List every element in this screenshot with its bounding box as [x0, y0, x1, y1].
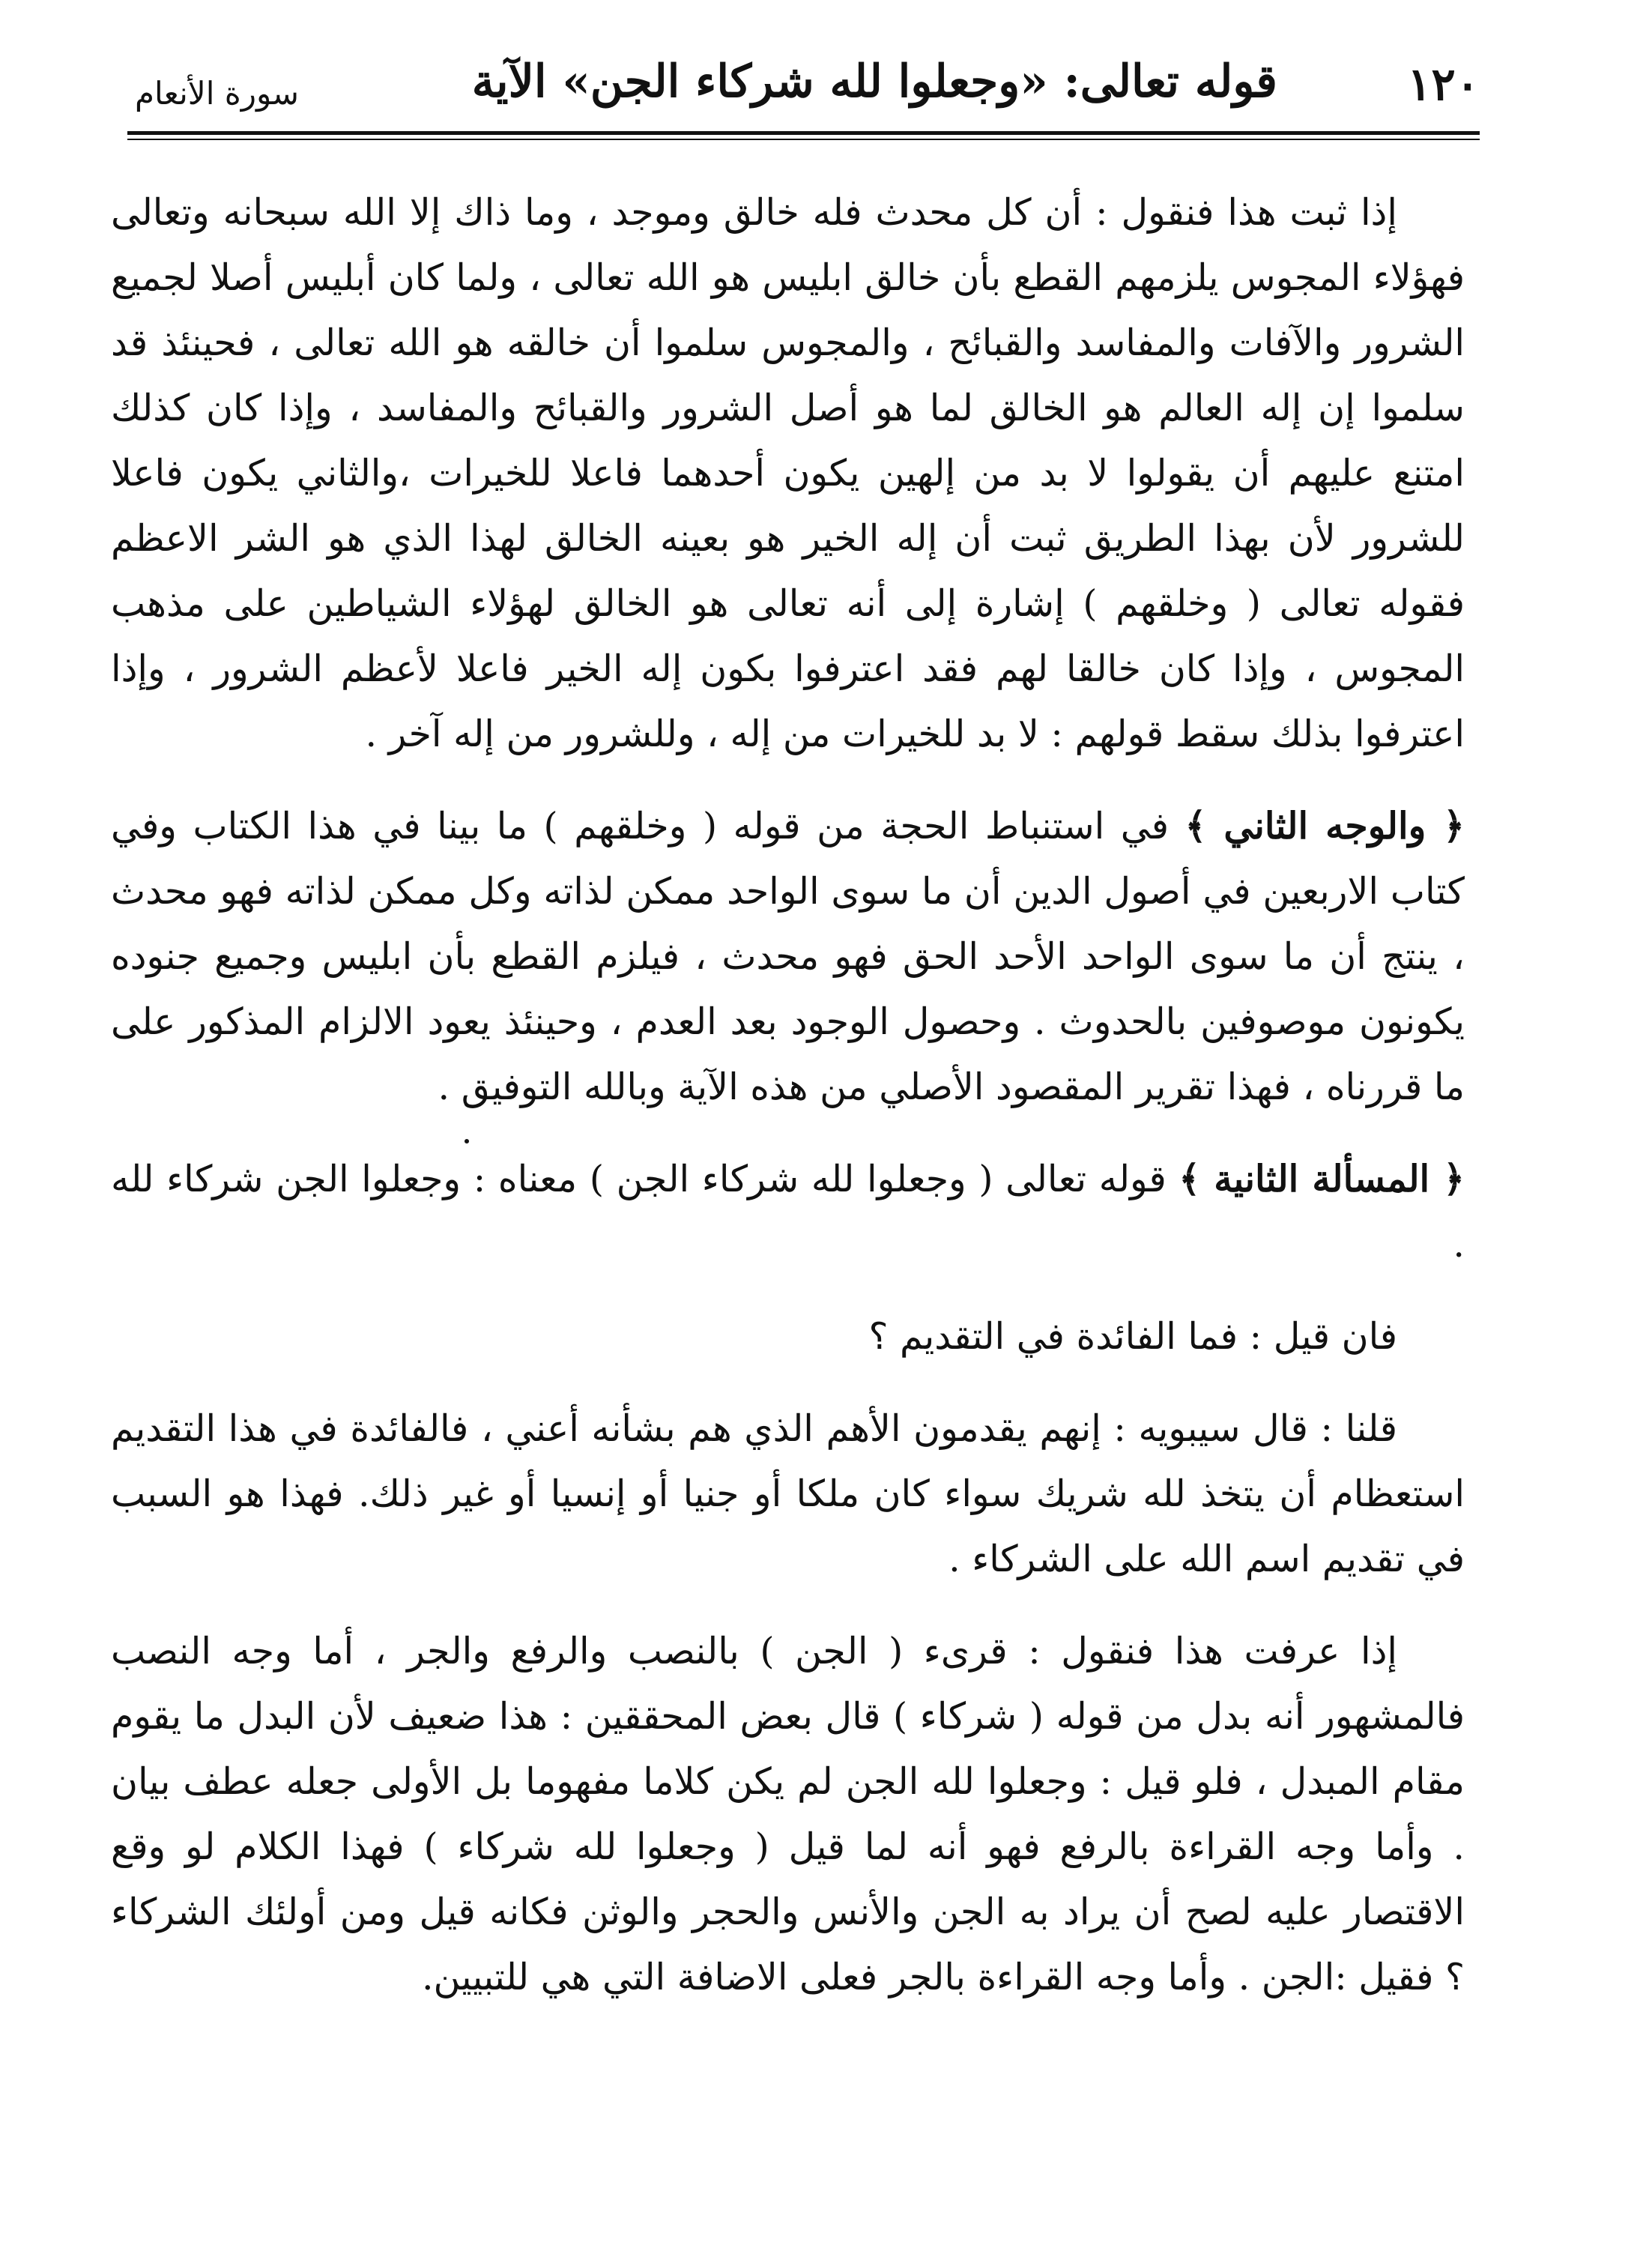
- header-surah-name: سورة الأنعام: [135, 75, 299, 112]
- header-rule-thin: [127, 139, 1480, 140]
- paragraph-5-text: قلنا : قال سيبويه : إنهم يقدمون الأهم الذي هم بشأنه أعني ، فالفائدة في هذا التقديم استعظام أن يتخذ لله شريك سواء كان ملكا أو جنيا أو إنسيا أو غير ذلك. فهذا هو السبب في تقديم اسم الله على الشركاء .: [111, 1407, 1465, 1580]
- paragraph-2-heading: ﴿ والوجه الثاني ﴾: [1184, 804, 1465, 847]
- paragraph-4: [111, 1304, 1465, 1369]
- paragraph-3-text: قوله تعالى ( وجعلوا لله شركاء الجن ) معناه : وجعلوا الجن شركاء لله .: [111, 1158, 1465, 1266]
- paragraph-6-text: إذا عرفت هذا فنقول : قرىء ( الجن ) بالنصب والرفع والجر ، أما وجه النصب فالمشهور أنه بدل من قوله ( شركاء ) قال بعض المحققين : هذا ضعيف لأن البدل ما يقوم مقام المبدل ، فلو قيل : وجعلوا لله الجن لم يكن كلاما مفهوما بل الأولى جعله عطف بيان . وأما وجه القراءة بالرفع فهو أنه لما قيل ( وجعلوا لله شركاء ) فهذا الكلام لو وقع الاقتصار عليه لصح أن يراد به الجن والأنس والحجر والوثن فكانه قيل ومن أولئك الشركاء ؟ فقيل :الجن . وأما وجه القراءة بالجر فعلى الاضافة التي هي للتبيين.: [111, 1630, 1465, 1998]
- paragraph-2-text: في استنباط الحجة من قوله ( وخلقهم ) ما بينا في هذا الكتاب وفي كتاب الاربعين في أصول الدين أن ما سوى الواحد ممكن لذاته وكل ممكن لذاته فهو محدث ، ينتج أن ما سوى الواحد الأحد الحق فهو محدث ، فيلزم القطع بأن ابليس وجميع جنوده يكونون موصوفين بالحدوث . وحصول الوجود بعد العدم ، وحينئذ يعود الالزام المذكور على ما قررناه ، فهذا تقرير المقصود الأصلي من هذه الآية وبالله التوفيق .: [111, 805, 1465, 1108]
- page-body: [111, 180, 1465, 2037]
- paragraph-3: [111, 1146, 1465, 1277]
- paragraph-2: [111, 794, 1465, 1120]
- paragraph-4-text: فان قيل : فما الفائدة في التقديم ؟: [868, 1315, 1397, 1358]
- paragraph-5: [111, 1396, 1465, 1592]
- print-speck: [465, 1139, 469, 1143]
- running-header: [127, 45, 1480, 127]
- page-number: ١٢٠: [1407, 58, 1480, 111]
- paragraph-6: [111, 1619, 1465, 2010]
- paragraph-1-text: إذا ثبت هذا فنقول : أن كل محدث فله خالق وموجد ، وما ذاك إلا الله سبحانه وتعالى فهؤلاء المجوس يلزمهم القطع بأن خالق ابليس هو الله تعالى ، ولما كان أبليس أصلا لجميع الشرور والآفات والمفاسد والقبائح ، والمجوس سلموا أن خالقه هو الله تعالى ، فحينئذ قد سلموا إن إله العالم هو الخالق لما هو أصل الشرور والقبائح والمفاسد ، وإذا كان كذلك امتنع عليهم أن يقولوا لا بد من إلهين يكون أحدهما فاعلا للخيرات ،والثاني يكون فاعلا للشرور لأن بهذا الطريق ثبت أن إله الخير هو بعينه الخالق لهذا الذي هو الشر الاعظم فقوله تعالى ( وخلقهم ) إشارة إلى أنه تعالى هو الخالق لهؤلاء الشياطين على مذهب المجوس ، وإذا كان خالقا لهم فقد اعترفوا بكون إله الخير فاعلا لأعظم الشرور ، وإذا اعترفوا بذلك سقط قولهم : لا بد للخيرات من إله ، وللشرور من إله آخر .: [111, 191, 1465, 755]
- header-rule: [127, 131, 1480, 135]
- paragraph-1: [111, 180, 1465, 767]
- header-title: قوله تعالى: «وجعلوا لله شركاء الجن» الآية: [471, 55, 1277, 108]
- paragraph-3-heading: ﴿ المسألة الثانية ﴾: [1179, 1157, 1465, 1200]
